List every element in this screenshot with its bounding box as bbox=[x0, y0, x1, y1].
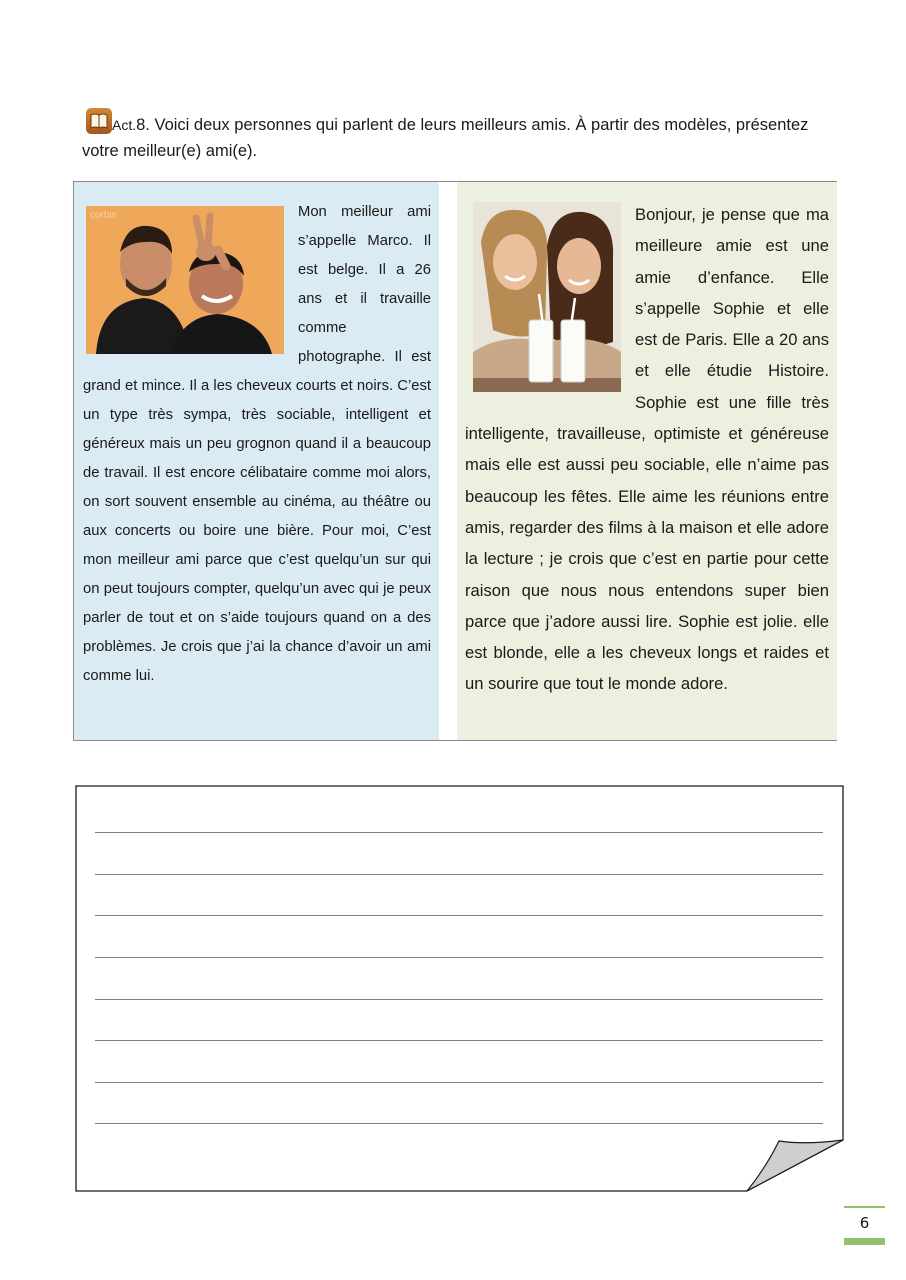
writing-line bbox=[95, 874, 823, 875]
sophie-description: Bonjour, je pense que ma meilleure amie est une amie d’enfance. Elle s’appelle Sophie et elle est de Paris. Elle a 20 ans et elle étudie Histoire. Sophie est une fille très intelligente, travailleuse, optimiste et généreuse mais elle est aussi peu sociable, elle n’aime pas beaucoup les fêtes. Elle aime les réunions entre amis, regarder des films à la maison et elle adore la lecture ; je crois que c’est en partie pour cette raison que nous nous entendons super bien parce que j’adore aussi lire. Sophie est jolie. elle est blonde, elle a les cheveux longs et raides et un sourire que tout le monde adore. bbox=[465, 205, 829, 694]
marco-description: Mon meilleur ami s’appelle Marco. Il est belge. Il a 26 ans et il travaille comme photographe. Il est grand et mince. Il a les cheveux courts et noirs. C’est un type très sympa, très sociable, intelligent et généreux mais un peu grognon quand il a beaucoup de travail. Il est encore célibataire comme moi alors, on sort souvent ensemble au cinéma, au théâtre ou aux concerts ou boire une bière. Pour moi, C’est mon meilleur ami parce que c’est quelqu’un sur qui on peut toujours compter, quelqu’un avec qui je peux parler de tout et on s’aide toujours quand on a des problèmes. Je crois que j’ai la chance d’avoir un ami comme lui. bbox=[83, 204, 431, 684]
writing-line bbox=[95, 1040, 823, 1041]
book-icon bbox=[86, 108, 112, 134]
photo-two-men bbox=[86, 206, 284, 354]
page-number: 6 bbox=[859, 1214, 870, 1232]
writing-area[interactable] bbox=[75, 785, 845, 1193]
model-texts-table bbox=[73, 181, 837, 741]
page-number-rule bbox=[844, 1206, 885, 1208]
writing-frame bbox=[75, 785, 845, 1193]
writing-line bbox=[95, 1082, 823, 1083]
panel-sophie bbox=[457, 182, 837, 740]
writing-line bbox=[95, 915, 823, 916]
writing-line bbox=[95, 832, 823, 833]
page-number-bar bbox=[844, 1238, 885, 1245]
activity-instruction bbox=[82, 108, 842, 164]
writing-line bbox=[95, 1123, 823, 1124]
activity-text: 8. Voici deux personnes qui parlent de leurs meilleurs amis. À partir des modèles, présentez votre meilleur(e) ami(e). bbox=[82, 116, 809, 160]
activity-label: Act. bbox=[112, 117, 137, 133]
writing-line bbox=[95, 957, 823, 958]
photo-watermark: corbis bbox=[90, 210, 117, 221]
photo-two-women bbox=[473, 202, 621, 392]
panel-marco bbox=[74, 182, 439, 740]
writing-line bbox=[95, 999, 823, 1000]
